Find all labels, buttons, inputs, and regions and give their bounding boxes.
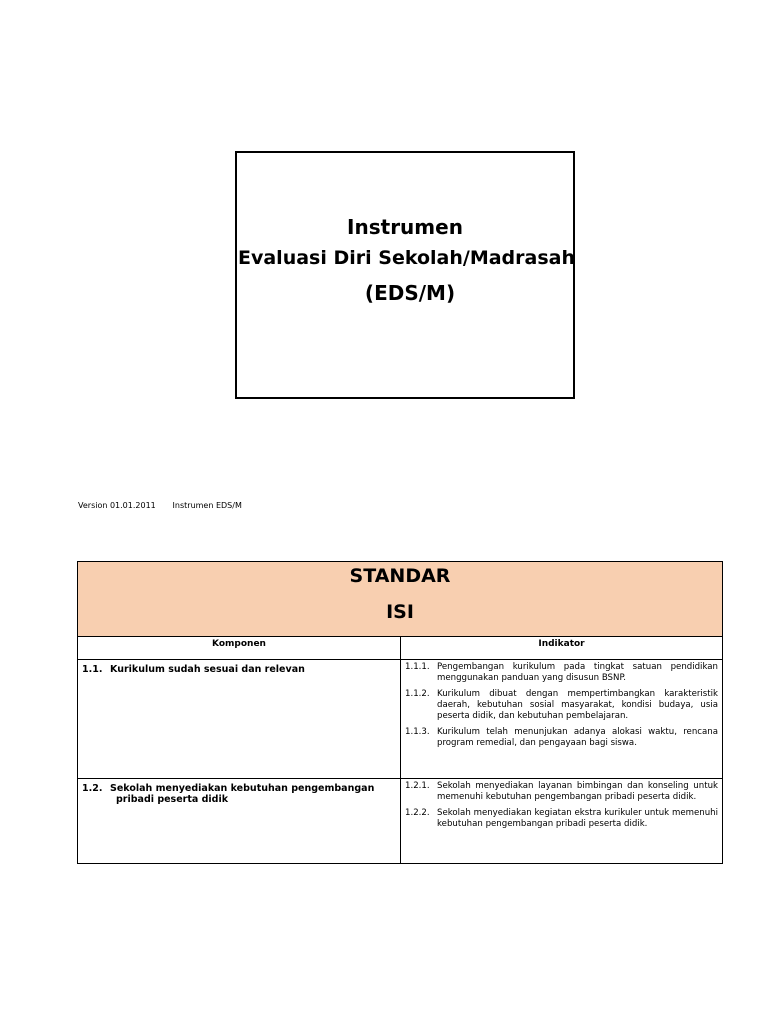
- footer-version: Version 01.01.2011: [78, 501, 156, 510]
- indikator-item: [405, 781, 718, 803]
- indikator-number: 1.2.2.: [405, 808, 430, 818]
- indikator-item: [405, 689, 718, 722]
- indikator-text: Pengembangan kurikulum pada tingkat satuan pendidikan menggunakan panduan yang disusun BSNP.: [437, 662, 718, 683]
- komponen-cell: [78, 660, 401, 779]
- standard-table: [77, 561, 723, 864]
- standard-title: STANDAR: [349, 565, 451, 587]
- cover-title-box: [235, 151, 575, 399]
- indikator-text: Sekolah menyediakan kegiatan ekstra kurikuler untuk memenuhi kebutuhan pengembangan pribadi peserta didik.: [437, 808, 718, 829]
- indikator-item: [405, 808, 718, 830]
- footer-doc-name: Instrumen EDS/M: [172, 501, 242, 510]
- page-footer: [78, 501, 242, 510]
- column-header-komponen: Komponen: [78, 637, 401, 660]
- indikator-text: Kurikulum telah menunjukan adanya alokasi waktu, rencana program remedial, dan pengayaan bagi siswa.: [437, 727, 718, 748]
- indikator-number: 1.2.1.: [405, 781, 430, 791]
- standard-header: [78, 562, 723, 637]
- indikator-item: [405, 727, 718, 749]
- indikator-text: Kurikulum dibuat dengan mempertimbangkan karakteristik daerah, kebutuhan sosial masyarakat, kondisi budaya, usia peserta didik, dan kebutuhan pembelajaran.: [437, 689, 718, 721]
- cover-title-line3: (EDS/M): [364, 281, 456, 305]
- indikator-number: 1.1.2.: [405, 689, 430, 699]
- cover-title-line2: Evaluasi Diri Sekolah/Madrasah: [238, 247, 575, 269]
- indikator-cell: [401, 779, 723, 864]
- komponen-text-continued: pribadi peserta didik: [116, 794, 229, 805]
- column-header-indikator: Indikator: [401, 637, 723, 660]
- indikator-number: 1.1.1.: [405, 662, 430, 672]
- komponen-number: 1.1.: [82, 664, 103, 675]
- cover-title-line1: Instrumen: [347, 215, 463, 239]
- komponen-text: Sekolah menyediakan kebutuhan pengembangan: [110, 783, 375, 794]
- table-row: [78, 660, 723, 779]
- table-row: [78, 779, 723, 864]
- komponen-number: 1.2.: [82, 783, 103, 794]
- indikator-item: [405, 662, 718, 684]
- standard-subtitle: ISI: [386, 601, 414, 623]
- indikator-text: Sekolah menyediakan layanan bimbingan dan konseling untuk memenuhi kebutuhan pengembangan pribadi peserta didik.: [437, 781, 718, 802]
- indikator-number: 1.1.3.: [405, 727, 430, 737]
- indikator-cell: [401, 660, 723, 779]
- komponen-text: Kurikulum sudah sesuai dan relevan: [110, 664, 305, 675]
- komponen-cell: [78, 779, 401, 864]
